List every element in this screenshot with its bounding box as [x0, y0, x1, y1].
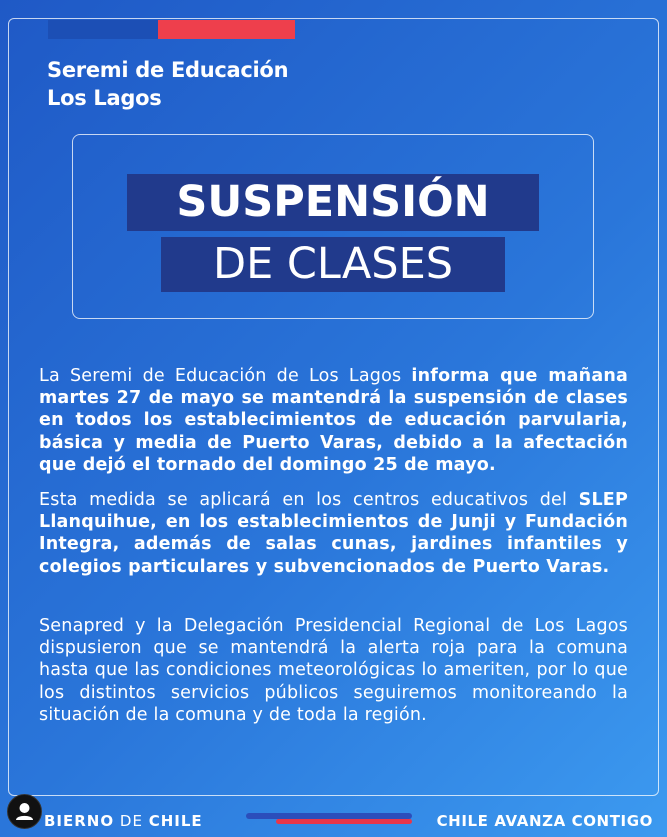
headline-line-1: SUSPENSIÓN: [127, 174, 539, 231]
footer-gobierno-de-chile: [44, 812, 203, 830]
organization-name: [47, 56, 288, 112]
user-avatar-icon[interactable]: [7, 794, 42, 829]
flag-stripe-red: [158, 20, 295, 39]
paragraph-3: Senapred y la Delegación Presidencial Regional de Los Lagos dispusieron que se mantendrá la alerta roja para la comuna hasta que las condiciones meteorológicas lo ameriten, por lo que los distintos servicios públicos seguiremos monitoreando la situación de la comuna y de toda la región.: [39, 616, 628, 725]
footer-flag-stripes: [246, 813, 412, 825]
flag-stripe-blue: [48, 20, 158, 39]
paragraph-2-intro: Esta medida se aplicará en los centros educativos del: [39, 490, 579, 510]
footer-left-bold-2: CHILE: [148, 812, 203, 830]
paragraph-1: [39, 365, 628, 476]
org-line-1: Seremi de Educación: [47, 58, 289, 82]
footer-left-light: DE: [114, 812, 149, 830]
footer-left-bold: BIERNO: [44, 812, 115, 830]
paragraph-1-bold: informa que mañana martes 27 de mayo se mantendrá la suspensión de clases en todos los establecimientos de educación parvularia, básica y media de Puerto Varas, debido a la afectación que dejó el tornado del domingo 25 de mayo.: [39, 366, 628, 475]
paragraph-2: [39, 489, 628, 578]
footer-stripe-red: [276, 819, 412, 824]
org-line-2: Los Lagos: [47, 86, 162, 110]
footer-slogan: CHILE AVANZA CONTIGO: [436, 812, 653, 830]
paragraph-2-bold: SLEP Llanquihue, en los establecimientos de Junji y Fundación Integra, además de salas cunas, jardines infantiles y colegios particulares y subvencionados de Puerto Varas.: [39, 490, 628, 577]
headline-line-2: DE CLASES: [161, 237, 505, 292]
paragraph-1-intro: La Seremi de Educación de Los Lagos: [39, 366, 412, 386]
